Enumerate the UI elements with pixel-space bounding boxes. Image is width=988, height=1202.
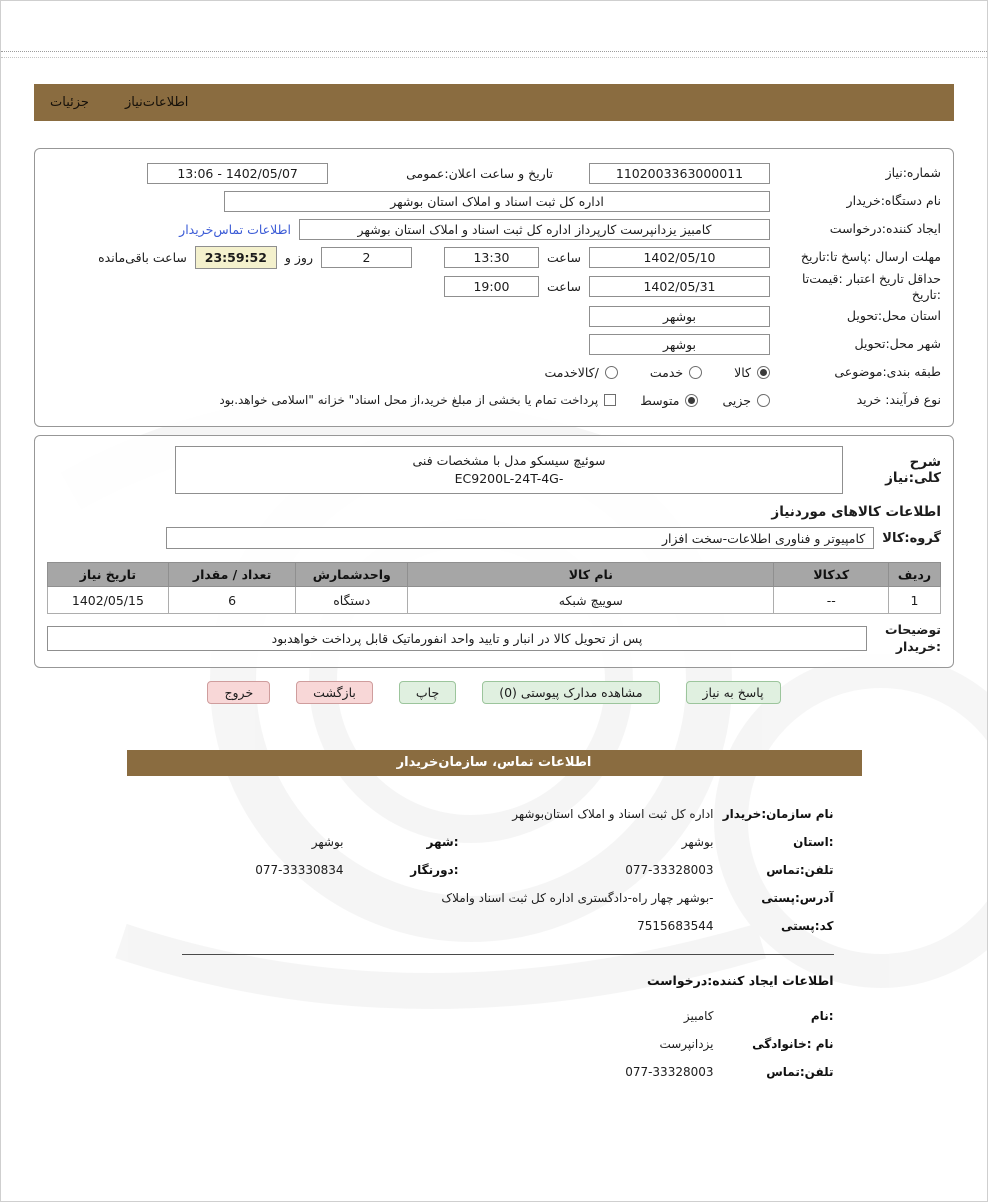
cell-item-name: سوییچ شبکه (408, 587, 774, 614)
view-attachments-button[interactable]: مشاهده مدارک پیوستی (0) (482, 681, 659, 704)
header-row-number: ردیف (889, 563, 941, 587)
request-creator-label: ایجاد کننده:درخواست (829, 221, 941, 237)
countdown-badge: 23:59:52 (195, 246, 277, 269)
goods-group-label: گروه:کالا (882, 530, 941, 546)
header-need-date: تاریخ نیاز (48, 563, 169, 587)
buyer-contact-header: اطلاعات تماس، سازمان‌خریدار (127, 750, 862, 776)
header-item-name: نام کالا (408, 563, 774, 587)
row-subject-category (47, 358, 941, 386)
print-button[interactable]: چاپ (399, 681, 456, 704)
cell-quantity: 6 (168, 587, 296, 614)
option-service (650, 365, 702, 380)
goods-service-radio[interactable] (605, 366, 618, 379)
row-delivery-province (47, 302, 941, 330)
delivery-city-label: شهر محل:تحویل (854, 336, 941, 352)
need-description-textarea[interactable] (175, 446, 843, 494)
reply-deadline-date-input[interactable]: 1402/05/10 (589, 247, 770, 268)
tab-details[interactable]: جزئیات (50, 95, 89, 110)
price-validity-time-input[interactable]: 19:00 (444, 276, 539, 297)
creator-first-name-label: :نام (810, 1008, 834, 1023)
subject-category-label: طبقه بندی:موضوعی (834, 364, 941, 380)
price-validity-label-line2: :تاریخ (911, 286, 941, 302)
need-number-input[interactable]: 1102003363000011 (589, 163, 770, 184)
cell-row-number: 1 (889, 587, 941, 614)
remaining-days-input[interactable]: 2 (321, 247, 412, 268)
top-spacer (1, 1, 987, 52)
goods-service-radio-label: /کالاخدمت (544, 364, 599, 380)
org-name-value: اداره کل ثبت اسناد و املاک استان‌بوشهر (512, 806, 714, 821)
service-radio[interactable] (689, 366, 702, 379)
action-buttons (1, 681, 987, 704)
buyer-org-input[interactable]: اداره کل ثبت اسناد و املاک استان بوشهر (224, 191, 770, 212)
request-creator-info (127, 1002, 862, 1086)
buyer-notes-label-line2: :خریدار (895, 638, 941, 654)
contact-row-phone-fax (127, 856, 862, 884)
delivery-city-input[interactable]: بوشهر (589, 334, 770, 355)
delivery-province-input[interactable]: بوشهر (589, 306, 770, 327)
creator-last-name-label: نام :خانوادگی (752, 1036, 834, 1051)
creator-row-phone (127, 1058, 862, 1086)
tab-need-info[interactable]: اطلاعات‌نیاز (124, 95, 189, 110)
need-number-label: شماره:نیاز (885, 165, 941, 181)
goods-table (47, 562, 941, 614)
row-reply-deadline (47, 243, 941, 271)
contact-postal-value: 7515683544 (637, 918, 714, 933)
contact-address-label: آدرس:پستی (761, 890, 834, 905)
buyer-contact-link[interactable]: اطلاعات تماس‌خریدار (179, 221, 291, 237)
goods-radio-label: کالا (734, 364, 751, 380)
creator-last-name-value: یزدانپرست (659, 1036, 714, 1051)
header-unit: واحدشمارش (296, 563, 408, 587)
minor-radio-label: جزیی (722, 392, 751, 408)
treasury-payment-checkbox[interactable] (604, 394, 616, 406)
remaining-hours-label: ساعت باقی‌مانده (98, 249, 187, 265)
contact-phone-value: 077-33328003 (625, 862, 714, 877)
need-description-label: شرح کلی:نیاز (885, 454, 941, 487)
contact-fax-value: 077-33330834 (255, 862, 344, 877)
price-validity-label-line1: حداقل تاریخ اعتبار :قیمت‌تا (801, 271, 941, 286)
buyer-notes-label-line1: توضیحات (885, 622, 941, 638)
cell-need-date: 1402/05/15 (48, 587, 169, 614)
cell-item-code: -- (774, 587, 889, 614)
back-button[interactable]: بازگشت (296, 681, 373, 704)
contact-row-province-city (127, 828, 862, 856)
option-goods-service (544, 365, 617, 380)
row-delivery-city (47, 330, 941, 358)
goods-group-input[interactable]: کامپیوتر و فناوری اطلاعات-سخت افزار (166, 527, 874, 549)
goods-table-row (48, 587, 941, 614)
row-need-description (47, 446, 941, 494)
goods-radio[interactable] (757, 366, 770, 379)
required-items-heading: اطلاعات کالاهای موردنیاز (771, 504, 941, 521)
price-validity-label (778, 271, 941, 302)
buyer-org-label: نام دستگاه:خریدار (846, 193, 941, 209)
contact-address-value: -بوشهر چهار راه-دادگستری اداره کل ثبت اسناد واملاک (441, 890, 714, 905)
contact-city-value: بوشهر (311, 834, 344, 849)
option-goods (734, 365, 770, 380)
need-detail-panel (34, 435, 954, 668)
purchase-process-label: نوع فرآیند: خرید (856, 392, 941, 408)
contact-row-postal (127, 912, 862, 940)
need-description-line2: EC9200L-24T-4G- (454, 471, 564, 487)
medium-radio-label: متوسط (640, 392, 680, 408)
row-buyer-notes (47, 622, 941, 655)
header-item-code: کدکالا (774, 563, 889, 587)
reply-deadline-time-label: ساعت (546, 249, 581, 265)
remaining-days-label: روز و (284, 249, 313, 265)
option-medium (640, 393, 698, 408)
price-validity-time-label: ساعت (546, 279, 581, 295)
creator-first-name-value: کامبیز (683, 1008, 714, 1023)
row-request-creator (47, 215, 941, 243)
header-quantity: تعداد / مقدار (168, 563, 296, 587)
contact-province-label: :استان (793, 834, 834, 849)
medium-radio[interactable] (685, 394, 698, 407)
top-divider (1, 52, 987, 58)
reply-deadline-time-input[interactable]: 13:30 (444, 247, 539, 268)
org-name-label: نام سازمان:خریدار (722, 806, 834, 821)
tab-bar (34, 84, 954, 121)
creator-phone-value: 077-33328003 (625, 1064, 714, 1079)
creator-row-last-name (127, 1030, 862, 1058)
contact-row-org (127, 800, 862, 828)
contact-fax-label: :دورنگار (410, 862, 459, 877)
row-need-number (47, 159, 941, 187)
treasury-payment-label: پرداخت تمام یا بخشی از مبلغ خرید،از محل اسناد" خزانه "اسلامی خواهد.بود (219, 393, 599, 408)
request-creator-section-header: اطلاعات ایجاد کننده:درخواست (647, 972, 834, 988)
contact-province-value: بوشهر (681, 834, 714, 849)
row-buyer-org (47, 187, 941, 215)
goods-table-header-row (48, 563, 941, 587)
reply-deadline-label: مهلت ارسال :پاسخ تا:تاریخ (800, 249, 941, 265)
buyer-notes-input[interactable]: پس از تحویل کالا در انبار و تایید واحد انفورماتیک قابل پرداخت خواهدبود (47, 626, 867, 651)
need-description-line1: سوئیچ سیسکو مدل با مشخصات فنی (412, 453, 606, 469)
request-creator-input[interactable]: کامبیز یزدانپرست کارپرداز اداره کل ثبت اسناد و املاک استان بوشهر (299, 219, 770, 240)
delivery-province-label: استان محل:تحویل (846, 308, 941, 324)
creator-phone-label: تلفن:تماس (766, 1064, 834, 1079)
price-validity-date-input[interactable]: 1402/05/31 (589, 276, 770, 297)
announce-label: تاریخ و ساعت اعلان:عمومی (406, 165, 553, 181)
buyer-notes-label (875, 622, 941, 655)
contact-phone-label: تلفن:تماس (766, 862, 834, 877)
need-summary-panel (34, 148, 954, 427)
service-radio-label: خدمت (649, 364, 684, 380)
contact-divider (182, 954, 834, 955)
row-goods-group (47, 524, 941, 552)
reply-to-need-button[interactable]: پاسخ به نیاز (686, 681, 781, 704)
treasury-payment-option (219, 393, 616, 407)
creator-row-first-name (127, 1002, 862, 1030)
row-purchase-process (47, 386, 941, 414)
contact-city-label: :شهر (426, 834, 459, 849)
buyer-contact-block (127, 800, 862, 1086)
announce-datetime-input[interactable]: 13:06 - 1402/05/07 (147, 163, 328, 184)
row-price-validity (47, 271, 941, 302)
minor-radio[interactable] (757, 394, 770, 407)
exit-button[interactable]: خروج (207, 681, 270, 704)
cell-unit: دستگاه (296, 587, 408, 614)
contact-row-address (127, 884, 862, 912)
contact-postal-label: کد:پستی (781, 918, 834, 933)
option-minor (722, 393, 770, 408)
